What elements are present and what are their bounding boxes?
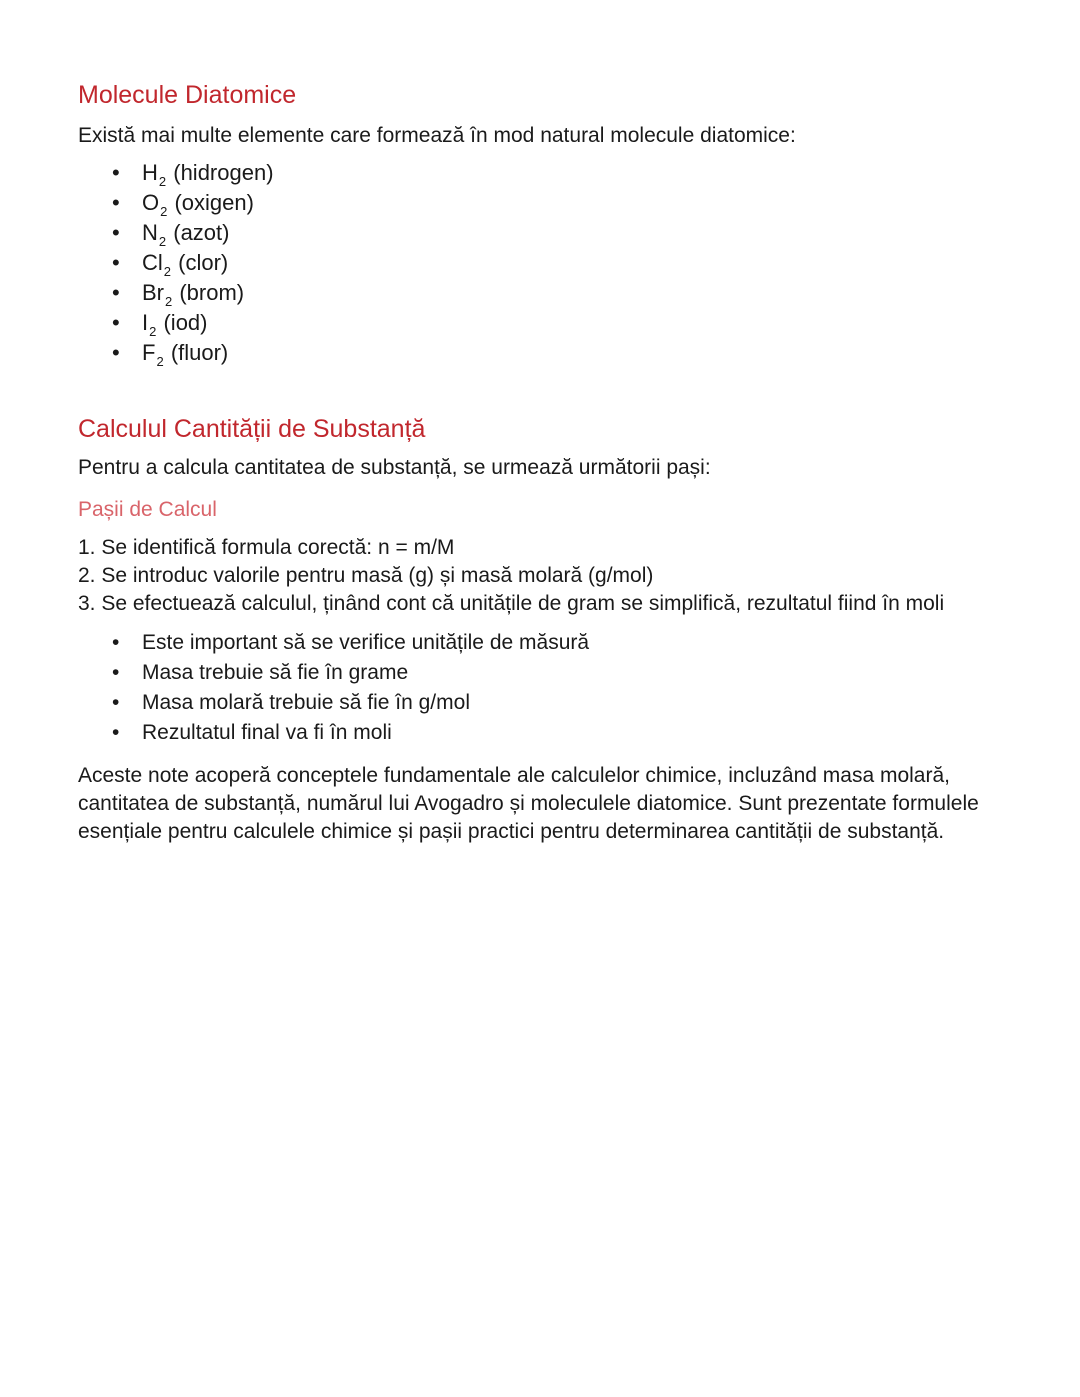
list-item: • $N_2$ (azot) <box>112 220 230 249</box>
bullet-icon: • <box>112 691 120 714</box>
list-item: • Masa molară trebuie să fie în g/mol <box>112 688 1018 718</box>
bullet-icon: • <box>112 661 120 684</box>
list-item: • $Br_2$ (brom) <box>112 280 245 309</box>
list-item: • $I_2$ (iod) <box>112 310 208 339</box>
bullet-icon: • <box>112 220 120 245</box>
step-item: 3. Se efectuează calculul, ținând cont că unitățile de gram se simplifică, rezultatul fiind în moli <box>78 592 945 615</box>
bullet-icon: • <box>112 721 120 744</box>
diatomic-list <box>78 158 1018 368</box>
bullet-icon: • <box>112 631 120 654</box>
list-item: • $F_2$ (fluor) <box>112 340 229 369</box>
document-page <box>78 78 1018 867</box>
bullet-icon: • <box>112 340 120 365</box>
summary-paragraph: Aceste note acoperă conceptele fundamentale ale calculelor chimice, incluzând masa molară, cantitatea de substanță, numărul lui Avogadro și moleculele diatomice. Sunt prezentate formulele esențiale pentru calculele chimice și pașii practici pentru determinarea cantității de substanță. <box>78 764 979 843</box>
bullet-icon: • <box>112 250 120 275</box>
list-item: • Masa trebuie să fie în grame <box>112 658 1018 688</box>
section-intro-calculation: Pentru a calcula cantitatea de substanță, se urmează următorii pași: <box>78 456 711 479</box>
bullet-icon: • <box>112 310 120 335</box>
subsection-title-steps: Pașii de Calcul <box>78 498 217 521</box>
step-item: 1. Se identifică formula corectă: n = m/M <box>78 536 455 559</box>
bullet-icon: • <box>112 190 120 215</box>
list-item: • $O_2$ (oxigen) <box>112 190 254 219</box>
list-item: • Este important să se verifice unitățile de măsură <box>112 628 1018 658</box>
steps-list <box>78 534 1018 618</box>
list-item: • $H_2$ (hidrogen) <box>112 160 274 189</box>
section-intro-diatomic: Există mai multe elemente care formează în mod natural molecule diatomice: <box>78 124 796 147</box>
step-item: 2. Se introduc valorile pentru masă (g) și masă molară (g/mol) <box>78 564 654 587</box>
list-item: • $Cl_2$ (clor) <box>112 250 229 279</box>
bullet-icon: • <box>112 280 120 305</box>
section-title-calculation: Calculul Cantității de Substanță <box>78 415 426 443</box>
notes-list <box>78 628 1018 748</box>
section-title-diatomic: Molecule Diatomice <box>78 81 297 109</box>
section-calculation <box>78 412 1018 846</box>
bullet-icon: • <box>112 160 120 185</box>
list-item: • Rezultatul final va fi în moli <box>112 718 1018 748</box>
